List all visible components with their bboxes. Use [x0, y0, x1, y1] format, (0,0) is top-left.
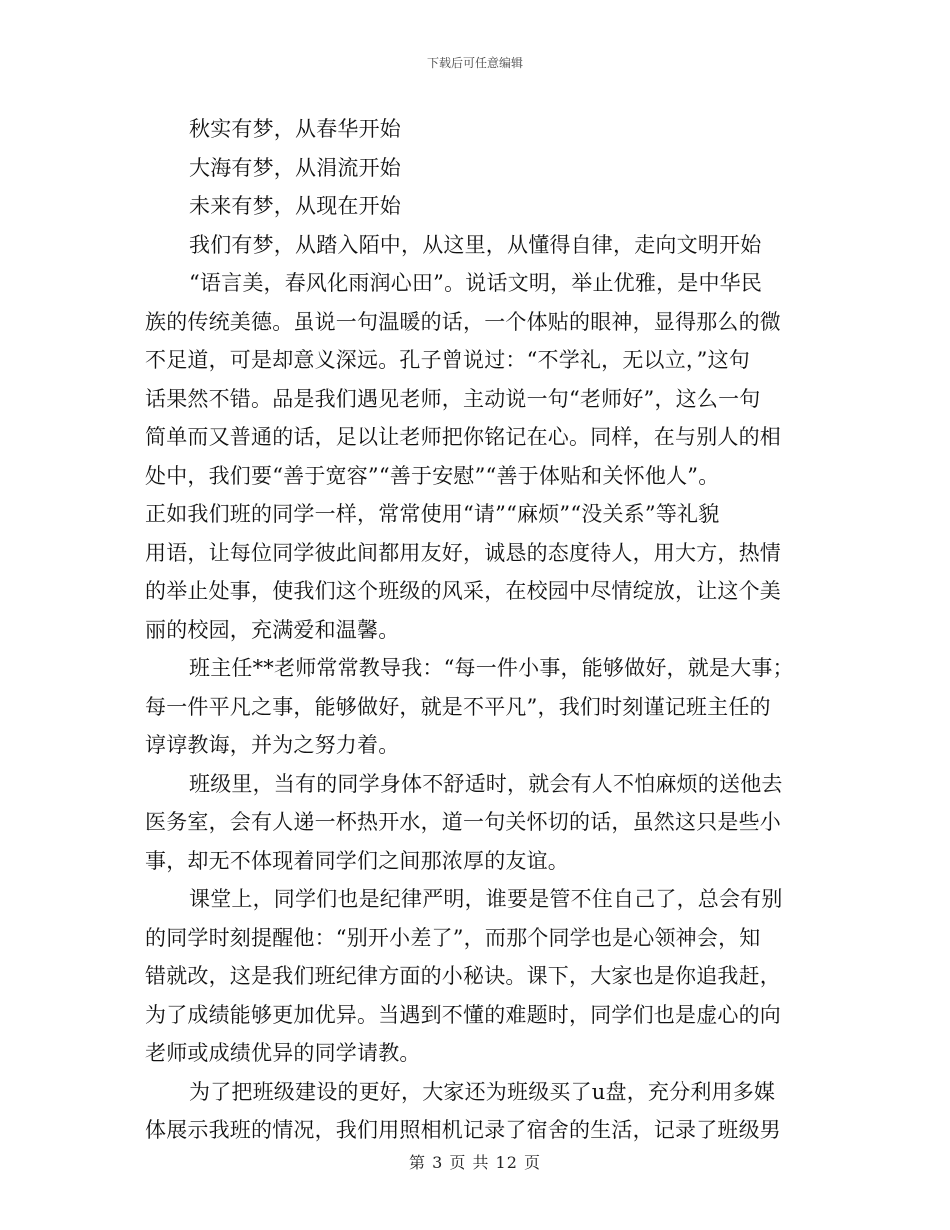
page-header-note: 下载后可任意编辑	[426, 56, 523, 70]
text-line: 简单而又普通的话，足以让老师把你铭记在心。同样，在与别人的相	[145, 425, 781, 449]
text-line: 班主任**老师常常教导我：“每一件小事，能够做好，就是大事；	[189, 656, 794, 680]
text-line: 医务室，会有人递一杯热开水，道一句关怀切的话，虽然这只是些小	[145, 810, 781, 834]
text-line: 谆谆教诲，并为之努力着。	[145, 733, 400, 757]
text-line: 话果然不错。品是我们遇见老师，主动说一句“老师好”，这么一句	[145, 386, 761, 411]
text-line: 老师或成绩优异的同学请教。	[145, 1041, 421, 1065]
text-line: 正如我们班的同学一样，常常使用“请”“麻烦”“没关系”等礼貌	[145, 502, 720, 526]
text-line: 课堂上，同学们也是纪律严明，谁要是管不住自己了，总会有别	[189, 887, 783, 911]
text-line: 错就改，这是我们班纪律方面的小秘诀。课下，大家也是你追我赶，	[145, 964, 781, 988]
text-line: 秋实有梦，从春华开始	[189, 117, 401, 141]
text-line: 用语，让每位同学彼此间都用友好，诚恳的态度待人，用大方，热情	[145, 540, 781, 565]
text-line: 为了成绩能够更加优异。当遇到不懂的难题时，同学们也是虚心的向	[145, 1002, 781, 1027]
text-line: 事，却无不体现着同学们之间那浓厚的友谊。	[145, 848, 569, 873]
text-line: 大海有梦，从涓流开始	[189, 155, 401, 180]
text-line: 族的传统美德。虽说一句温暖的话，一个体贴的眼神，显得那么的微	[145, 309, 781, 334]
text-line: 处中，我们要“善于宽容”“善于安慰”“善于体贴和关怀他人”。	[145, 463, 720, 488]
text-line: 的同学时刻提醒他：“别开小差了”，而那个同学也是心领神会，知	[145, 925, 761, 950]
text-line: 不足道，可是却意义深远。孔子曾说过：“不学礼，无以立，”这句	[145, 348, 750, 372]
text-line: 的举止处事，使我们这个班级的风采，在校园中尽情绽放，让这个美	[145, 579, 781, 603]
document-body	[145, 110, 805, 1150]
text-line: 班级里，当有的同学身体不舒适时，就会有人不怕麻烦的送他去	[189, 771, 783, 796]
text-line: “语言美，春风化雨润心田”。说话文明，举止优雅，是中华民	[189, 271, 763, 295]
text-line: 每一件平凡之事，能够做好，就是不平凡”，我们时刻谨记班主任的	[145, 694, 771, 719]
text-line: 未来有梦，从现在开始	[189, 194, 401, 218]
text-line: 为了把班级建设的更好，大家还为班级买了u盘，充分利用多媒	[189, 1079, 776, 1104]
text-line: 体展示我班的情况，我们用照相机记录了宿舍的生活，记录了班级男	[145, 1118, 781, 1142]
text-line: 丽的校园，充满爱和温馨。	[145, 617, 400, 642]
text-line: 我们有梦，从踏入陌中，从这里，从懂得自律，走向文明开始	[189, 232, 762, 257]
page-number-footer: 第 3 页 共 12 页	[409, 1153, 541, 1172]
